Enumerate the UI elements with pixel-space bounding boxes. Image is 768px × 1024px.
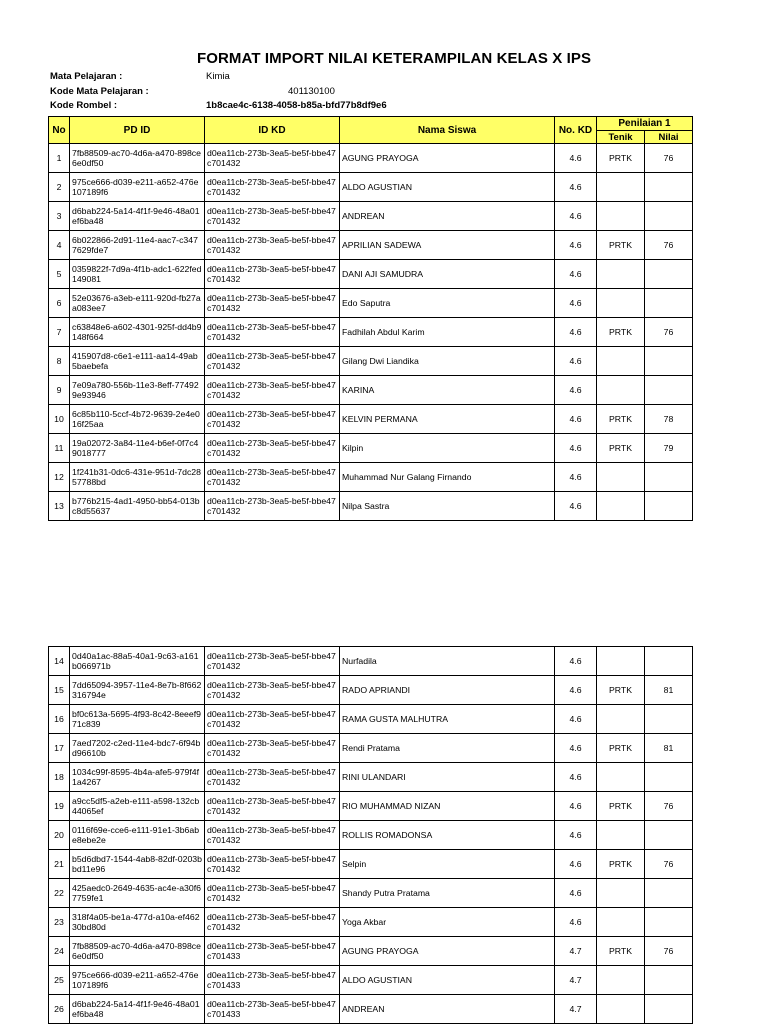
nilai-cell <box>645 376 693 405</box>
nilai-cell: 76 <box>645 144 693 173</box>
row-number: 16 <box>49 705 70 734</box>
table-row <box>49 173 693 202</box>
no-kd-cell: 4.6 <box>555 173 597 202</box>
pd-id-cell: a9cc5df5-a2eb-e111-a598-132cb44065ef <box>70 792 205 821</box>
row-number: 4 <box>49 231 70 260</box>
no-kd-cell: 4.6 <box>555 676 597 705</box>
nilai-cell: 76 <box>645 937 693 966</box>
no-kd-cell: 4.6 <box>555 260 597 289</box>
id-kd-cell: d0ea11cb-273b-3ea5-be5f-bbe47c701432 <box>205 202 340 231</box>
no-kd-cell: 4.7 <box>555 966 597 995</box>
table-row <box>49 376 693 405</box>
tenik-cell: PRTK <box>597 792 645 821</box>
no-kd-cell: 4.6 <box>555 850 597 879</box>
row-number: 24 <box>49 937 70 966</box>
mapel-value: Kimia <box>206 71 230 82</box>
no-kd-cell: 4.6 <box>555 492 597 521</box>
row-number: 14 <box>49 647 70 676</box>
no-kd-cell: 4.6 <box>555 202 597 231</box>
no-kd-cell: 4.6 <box>555 792 597 821</box>
nama-siswa-cell: AGUNG PRAYOGA <box>340 144 555 173</box>
pd-id-cell: b5d6dbd7-1544-4ab8-82df-0203bbd11e96 <box>70 850 205 879</box>
pd-id-cell: 7fb88509-ac70-4d6a-a470-898ce6e0df50 <box>70 937 205 966</box>
table-row <box>49 734 693 763</box>
pd-id-cell: 975ce666-d039-e211-a652-476e107189f6 <box>70 966 205 995</box>
id-kd-cell: d0ea11cb-273b-3ea5-be5f-bbe47c701432 <box>205 231 340 260</box>
pd-id-cell: d6bab224-5a14-4f1f-9e46-48a01ef6ba48 <box>70 995 205 1024</box>
table-row <box>49 405 693 434</box>
row-number: 15 <box>49 676 70 705</box>
row-number: 11 <box>49 434 70 463</box>
nilai-cell <box>645 821 693 850</box>
nama-siswa-cell: ANDREAN <box>340 202 555 231</box>
id-kd-cell: d0ea11cb-273b-3ea5-be5f-bbe47c701432 <box>205 405 340 434</box>
nilai-cell: 81 <box>645 676 693 705</box>
tenik-cell <box>597 202 645 231</box>
nilai-cell <box>645 173 693 202</box>
table-row <box>49 705 693 734</box>
pd-id-cell: 52e03676-a3eb-e111-920d-fb27aa083ee7 <box>70 289 205 318</box>
id-kd-cell: d0ea11cb-273b-3ea5-be5f-bbe47c701433 <box>205 995 340 1024</box>
table-row <box>49 763 693 792</box>
row-number: 7 <box>49 318 70 347</box>
no-kd-cell: 4.6 <box>555 434 597 463</box>
kode-mapel-label: Kode Mata Pelajaran : <box>50 86 149 97</box>
header-id-kd: ID KD <box>205 117 340 144</box>
id-kd-cell: d0ea11cb-273b-3ea5-be5f-bbe47c701432 <box>205 144 340 173</box>
table-row <box>49 347 693 376</box>
tenik-cell: PRTK <box>597 405 645 434</box>
nama-siswa-cell: Nurfadila <box>340 647 555 676</box>
nilai-cell: 76 <box>645 850 693 879</box>
id-kd-cell: d0ea11cb-273b-3ea5-be5f-bbe47c701433 <box>205 937 340 966</box>
tenik-cell: PRTK <box>597 434 645 463</box>
no-kd-cell: 4.6 <box>555 734 597 763</box>
header-pd-id: PD ID <box>70 117 205 144</box>
nama-siswa-cell: RINI ULANDARI <box>340 763 555 792</box>
row-number: 5 <box>49 260 70 289</box>
table-row <box>49 231 693 260</box>
tenik-cell <box>597 260 645 289</box>
pd-id-cell: 1f241b31-0dc6-431e-951d-7dc2857788bd <box>70 463 205 492</box>
tenik-cell: PRTK <box>597 144 645 173</box>
nilai-cell: 79 <box>645 434 693 463</box>
nama-siswa-cell: ANDREAN <box>340 995 555 1024</box>
nilai-cell <box>645 995 693 1024</box>
row-number: 8 <box>49 347 70 376</box>
nama-siswa-cell: Edo Saputra <box>340 289 555 318</box>
id-kd-cell: d0ea11cb-273b-3ea5-be5f-bbe47c701432 <box>205 879 340 908</box>
nama-siswa-cell: RAMA GUSTA MALHUTRA <box>340 705 555 734</box>
id-kd-cell: d0ea11cb-273b-3ea5-be5f-bbe47c701432 <box>205 821 340 850</box>
page-title: FORMAT IMPORT NILAI KETERAMPILAN KELAS X IPS <box>196 50 592 67</box>
nama-siswa-cell: Fadhilah Abdul Karim <box>340 318 555 347</box>
pd-id-cell: 6c85b110-5ccf-4b72-9639-2e4e016f25aa <box>70 405 205 434</box>
pd-id-cell: 7aed7202-c2ed-11e4-bdc7-6f94bd96610b <box>70 734 205 763</box>
id-kd-cell: d0ea11cb-273b-3ea5-be5f-bbe47c701432 <box>205 705 340 734</box>
tenik-cell: PRTK <box>597 850 645 879</box>
kode-rombel-label: Kode Rombel : <box>50 100 118 111</box>
nama-siswa-cell: RADO APRIANDI <box>340 676 555 705</box>
row-number: 21 <box>49 850 70 879</box>
id-kd-cell: d0ea11cb-273b-3ea5-be5f-bbe47c701432 <box>205 318 340 347</box>
nilai-cell <box>645 879 693 908</box>
id-kd-cell: d0ea11cb-273b-3ea5-be5f-bbe47c701432 <box>205 763 340 792</box>
nama-siswa-cell: DANI AJI SAMUDRA <box>340 260 555 289</box>
row-number: 23 <box>49 908 70 937</box>
header-no: No <box>49 117 70 144</box>
grades-table-page-2 <box>48 646 693 1024</box>
nama-siswa-cell: AGUNG PRAYOGA <box>340 937 555 966</box>
pd-id-cell: 318f4a05-be1a-477d-a10a-ef46230bd80d <box>70 908 205 937</box>
no-kd-cell: 4.6 <box>555 376 597 405</box>
id-kd-cell: d0ea11cb-273b-3ea5-be5f-bbe47c701432 <box>205 792 340 821</box>
row-number: 26 <box>49 995 70 1024</box>
nilai-cell <box>645 763 693 792</box>
pd-id-cell: 415907d8-c6e1-e111-aa14-49ab5baebefa <box>70 347 205 376</box>
nilai-cell: 81 <box>645 734 693 763</box>
kode-mapel-value: 401130100 <box>288 86 335 97</box>
id-kd-cell: d0ea11cb-273b-3ea5-be5f-bbe47c701432 <box>205 850 340 879</box>
tenik-cell <box>597 995 645 1024</box>
id-kd-cell: d0ea11cb-273b-3ea5-be5f-bbe47c701432 <box>205 434 340 463</box>
tenik-cell <box>597 647 645 676</box>
nama-siswa-cell: APRILIAN SADEWA <box>340 231 555 260</box>
tenik-cell <box>597 463 645 492</box>
no-kd-cell: 4.6 <box>555 647 597 676</box>
tenik-cell <box>597 763 645 792</box>
nilai-cell: 76 <box>645 318 693 347</box>
nama-siswa-cell: Selpin <box>340 850 555 879</box>
tenik-cell <box>597 173 645 202</box>
table-row <box>49 289 693 318</box>
row-number: 25 <box>49 966 70 995</box>
nilai-cell <box>645 463 693 492</box>
tenik-cell <box>597 705 645 734</box>
id-kd-cell: d0ea11cb-273b-3ea5-be5f-bbe47c701432 <box>205 647 340 676</box>
id-kd-cell: d0ea11cb-273b-3ea5-be5f-bbe47c701432 <box>205 376 340 405</box>
nama-siswa-cell: Rendi Pratama <box>340 734 555 763</box>
tenik-cell <box>597 492 645 521</box>
nama-siswa-cell: KELVIN PERMANA <box>340 405 555 434</box>
nama-siswa-cell: Muhammad Nur Galang Firnando <box>340 463 555 492</box>
no-kd-cell: 4.6 <box>555 347 597 376</box>
header-penilaian: Penilaian 1 <box>597 117 693 131</box>
header-nama-siswa: Nama Siswa <box>340 117 555 144</box>
row-number: 6 <box>49 289 70 318</box>
nilai-cell <box>645 260 693 289</box>
nilai-cell <box>645 347 693 376</box>
table-row <box>49 879 693 908</box>
table-body-page-1 <box>49 144 693 521</box>
nama-siswa-cell: ROLLIS ROMADONSA <box>340 821 555 850</box>
table-row <box>49 908 693 937</box>
row-number: 13 <box>49 492 70 521</box>
id-kd-cell: d0ea11cb-273b-3ea5-be5f-bbe47c701432 <box>205 173 340 202</box>
nilai-cell <box>645 202 693 231</box>
no-kd-cell: 4.6 <box>555 231 597 260</box>
nama-siswa-cell: Shandy Putra Pratama <box>340 879 555 908</box>
tenik-cell <box>597 347 645 376</box>
tenik-cell <box>597 289 645 318</box>
table-row <box>49 676 693 705</box>
id-kd-cell: d0ea11cb-273b-3ea5-be5f-bbe47c701432 <box>205 676 340 705</box>
tenik-cell: PRTK <box>597 231 645 260</box>
no-kd-cell: 4.7 <box>555 995 597 1024</box>
nama-siswa-cell: Nilpa Sastra <box>340 492 555 521</box>
pd-id-cell: 7e09a780-556b-11e3-8eff-774929e93946 <box>70 376 205 405</box>
table-row <box>49 937 693 966</box>
nilai-cell <box>645 289 693 318</box>
no-kd-cell: 4.6 <box>555 763 597 792</box>
table-row <box>49 966 693 995</box>
no-kd-cell: 4.6 <box>555 144 597 173</box>
nilai-cell: 76 <box>645 231 693 260</box>
pd-id-cell: 0116f69e-cce6-e111-91e1-3b6abe8ebe2e <box>70 821 205 850</box>
tenik-cell <box>597 908 645 937</box>
no-kd-cell: 4.6 <box>555 821 597 850</box>
id-kd-cell: d0ea11cb-273b-3ea5-be5f-bbe47c701432 <box>205 260 340 289</box>
pd-id-cell: 975ce666-d039-e211-a652-476e107189f6 <box>70 173 205 202</box>
tenik-cell <box>597 376 645 405</box>
grades-table-page-1 <box>48 116 693 521</box>
pd-id-cell: 1034c99f-8595-4b4a-afe5-979f4f1a4267 <box>70 763 205 792</box>
no-kd-cell: 4.6 <box>555 463 597 492</box>
nama-siswa-cell: Gilang Dwi Liandika <box>340 347 555 376</box>
no-kd-cell: 4.6 <box>555 318 597 347</box>
table-row <box>49 821 693 850</box>
tenik-cell: PRTK <box>597 734 645 763</box>
tenik-cell <box>597 966 645 995</box>
table-body-page-2 <box>49 647 693 1024</box>
row-number: 10 <box>49 405 70 434</box>
row-number: 19 <box>49 792 70 821</box>
nama-siswa-cell: Kilpin <box>340 434 555 463</box>
pd-id-cell: 7dd65094-3957-11e4-8e7b-8f662316794e <box>70 676 205 705</box>
no-kd-cell: 4.6 <box>555 908 597 937</box>
table-row <box>49 144 693 173</box>
pd-id-cell: 6b022866-2d91-11e4-aac7-c3477629fde7 <box>70 231 205 260</box>
id-kd-cell: d0ea11cb-273b-3ea5-be5f-bbe47c701432 <box>205 463 340 492</box>
table-row <box>49 647 693 676</box>
mapel-label: Mata Pelajaran : <box>50 71 123 82</box>
pd-id-cell: bf0c613a-5695-4f93-8c42-8eeef971c839 <box>70 705 205 734</box>
id-kd-cell: d0ea11cb-273b-3ea5-be5f-bbe47c701432 <box>205 289 340 318</box>
pd-id-cell: 0d40a1ac-88a5-40a1-9c63-a161b066971b <box>70 647 205 676</box>
id-kd-cell: d0ea11cb-273b-3ea5-be5f-bbe47c701432 <box>205 734 340 763</box>
no-kd-cell: 4.6 <box>555 289 597 318</box>
table-row <box>49 492 693 521</box>
table-row <box>49 202 693 231</box>
table-row <box>49 995 693 1024</box>
id-kd-cell: d0ea11cb-273b-3ea5-be5f-bbe47c701432 <box>205 347 340 376</box>
tenik-cell <box>597 879 645 908</box>
row-number: 22 <box>49 879 70 908</box>
id-kd-cell: d0ea11cb-273b-3ea5-be5f-bbe47c701432 <box>205 908 340 937</box>
no-kd-cell: 4.6 <box>555 405 597 434</box>
kode-rombel-value: 1b8cae4c-6138-4058-b85a-bfd77b8df9e6 <box>206 100 387 111</box>
pd-id-cell: b776b215-4ad1-4950-bb54-013bc8d55637 <box>70 492 205 521</box>
table-row <box>49 792 693 821</box>
pd-id-cell: 7fb88509-ac70-4d6a-a470-898ce6e0df50 <box>70 144 205 173</box>
row-number: 20 <box>49 821 70 850</box>
nama-siswa-cell: ALDO AGUSTIAN <box>340 173 555 202</box>
nilai-cell: 78 <box>645 405 693 434</box>
no-kd-cell: 4.6 <box>555 705 597 734</box>
tenik-cell: PRTK <box>597 937 645 966</box>
nilai-cell <box>645 647 693 676</box>
table-row <box>49 463 693 492</box>
header-nilai: Nilai <box>645 131 693 144</box>
nilai-cell <box>645 908 693 937</box>
nama-siswa-cell: ALDO AGUSTIAN <box>340 966 555 995</box>
nilai-cell <box>645 492 693 521</box>
id-kd-cell: d0ea11cb-273b-3ea5-be5f-bbe47c701432 <box>205 492 340 521</box>
pd-id-cell: 0359822f-7d9a-4f1b-adc1-622fed149081 <box>70 260 205 289</box>
nama-siswa-cell: KARINA <box>340 376 555 405</box>
tenik-cell: PRTK <box>597 676 645 705</box>
table-row <box>49 434 693 463</box>
pd-id-cell: 19a02072-3a84-11e4-b6ef-0f7c49018777 <box>70 434 205 463</box>
pd-id-cell: 425aedc0-2649-4635-ac4e-a30f67759fe1 <box>70 879 205 908</box>
tenik-cell: PRTK <box>597 318 645 347</box>
nama-siswa-cell: Yoga Akbar <box>340 908 555 937</box>
row-number: 3 <box>49 202 70 231</box>
no-kd-cell: 4.6 <box>555 879 597 908</box>
header-tenik: Tenik <box>597 131 645 144</box>
row-number: 9 <box>49 376 70 405</box>
no-kd-cell: 4.7 <box>555 937 597 966</box>
nilai-cell <box>645 705 693 734</box>
table-row <box>49 318 693 347</box>
row-number: 18 <box>49 763 70 792</box>
table-row <box>49 850 693 879</box>
id-kd-cell: d0ea11cb-273b-3ea5-be5f-bbe47c701433 <box>205 966 340 995</box>
pd-id-cell: d6bab224-5a14-4f1f-9e46-48a01ef6ba48 <box>70 202 205 231</box>
nilai-cell <box>645 966 693 995</box>
table-row <box>49 260 693 289</box>
row-number: 1 <box>49 144 70 173</box>
tenik-cell <box>597 821 645 850</box>
nilai-cell: 76 <box>645 792 693 821</box>
pd-id-cell: c63848e6-a602-4301-925f-dd4b9148f664 <box>70 318 205 347</box>
row-number: 2 <box>49 173 70 202</box>
row-number: 17 <box>49 734 70 763</box>
row-number: 12 <box>49 463 70 492</box>
nama-siswa-cell: RIO MUHAMMAD NIZAN <box>340 792 555 821</box>
header-no-kd: No. KD <box>555 117 597 144</box>
